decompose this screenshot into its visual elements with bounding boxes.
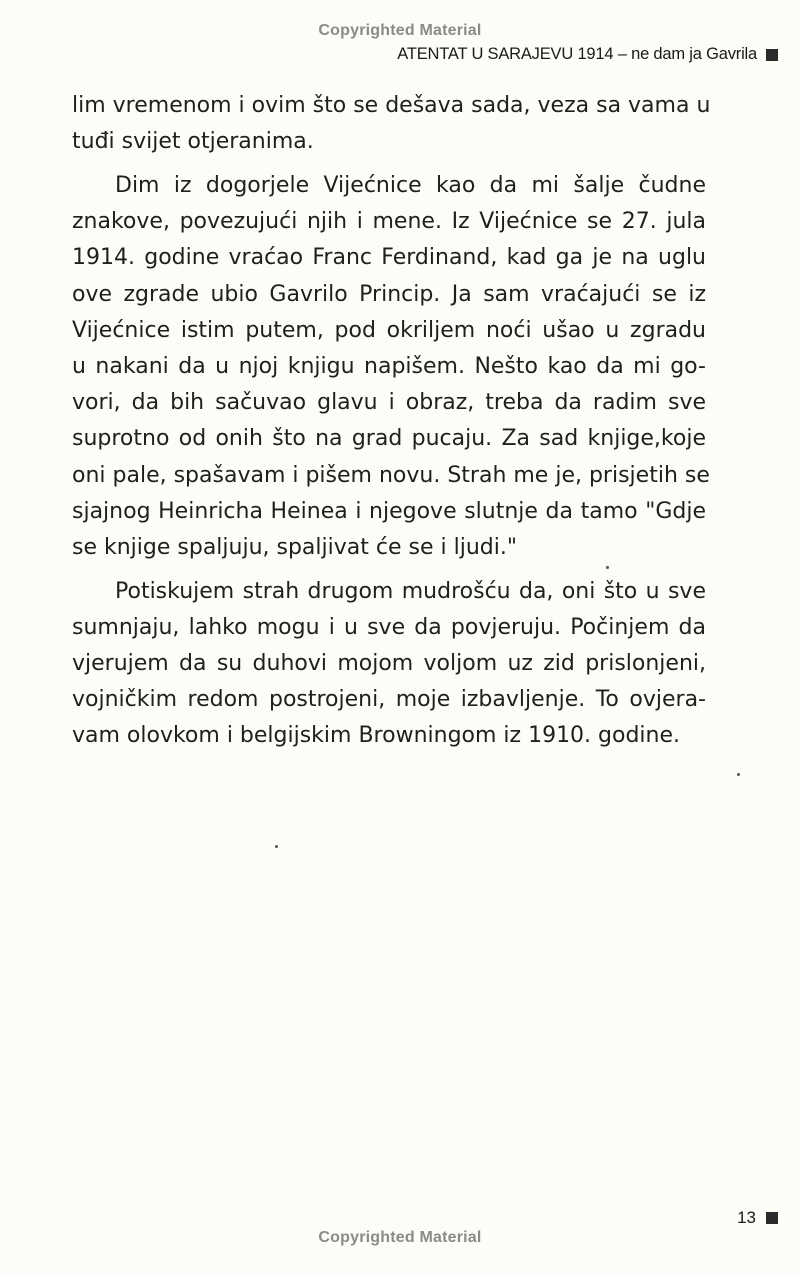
paragraph-2 <box>72 168 710 566</box>
running-head-text: ATENTAT U SARAJEVU 1914 – ne dam ja Gavrila <box>397 45 757 63</box>
paragraph-3 <box>72 574 706 755</box>
text-line: oni pale, spašavam i pišem novu. Strah me je, prisjetih se <box>72 462 710 488</box>
copyright-watermark-bottom: Copyrighted Material <box>318 1229 482 1246</box>
print-speck <box>737 773 740 776</box>
text-line: tuđi svijet otjeranima. <box>72 129 314 155</box>
square-mark-icon <box>766 49 778 61</box>
square-mark-icon <box>766 1212 778 1224</box>
text-line: sjajnog Heinricha Heinea i njegove slutnje da tamo "Gdje <box>72 498 706 524</box>
text-line: 1914. godine vraćao Franc Ferdinand, kad ga je na uglu <box>72 245 706 271</box>
text-line: ove zgrade ubio Gavrilo Princip. Ja sam vraćajući se iz <box>72 281 706 307</box>
text-line: se knjige spaljuju, spaljivat će se i ljudi." <box>72 534 517 560</box>
body-text <box>72 88 711 762</box>
text-line: Dim iz dogorjele Vijećnice kao da mi šalje čudne <box>115 172 706 198</box>
print-speck <box>606 566 609 569</box>
text-line: vam olovkom i belgijskim Browningom iz 1910. godine. <box>72 723 681 749</box>
text-line: lim vremenom i ovim što se dešava sada, veza sa vama u <box>72 93 711 118</box>
text-line: u nakani da u njoj knjigu napišem. Nešto kao da mi go- <box>72 353 706 379</box>
copyright-watermark-top: Copyrighted Material <box>318 22 482 39</box>
text-line: znakove, povezujući njih i mene. Iz Vijećnice se 27. jula <box>72 209 706 235</box>
text-line: Potiskujem strah drugom mudrošću da, oni što u sve <box>115 578 706 604</box>
paragraph-1 <box>72 88 711 160</box>
text-line: sumnjaju, lahko mogu i u sve da povjeruju. Počinjem da <box>72 614 706 640</box>
running-head <box>397 45 778 64</box>
page-number: 13 <box>737 1208 756 1227</box>
text-line: Vijećnice istim putem, pod okriljem noći ušao u zgradu <box>72 317 706 343</box>
text-line: suprotno od onih što na grad pucaju. Za sad knjige,koje <box>72 426 706 452</box>
print-speck <box>275 845 278 848</box>
text-line: vjerujem da su duhovi mojom voljom uz zid prislonjeni, <box>72 651 706 677</box>
page-folio <box>737 1208 778 1228</box>
text-line: vojničkim redom postrojeni, moje izbavljenje. To ovjera- <box>72 687 706 713</box>
text-line: vori, da bih sačuvao glavu i obraz, treba da radim sve <box>72 390 706 416</box>
